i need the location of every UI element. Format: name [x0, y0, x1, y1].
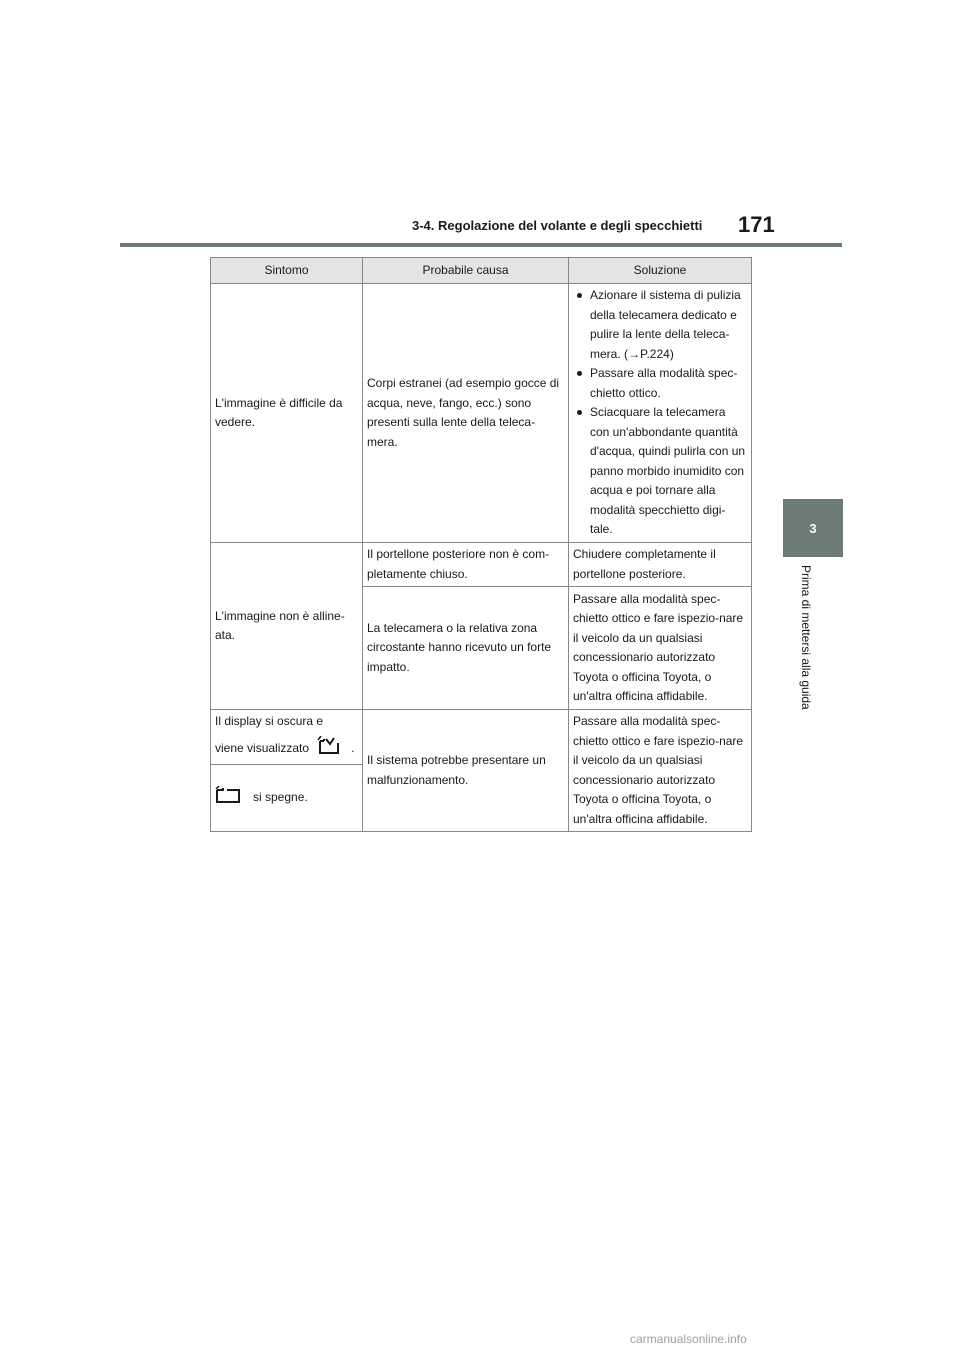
list-item: Sciacquare la telecamera con un'abbondante quantità d'acqua, quindi pulirla con un panno morbido inumidito con acqua e poi tornare alla modalità specchietto digi-tale. [573, 403, 748, 540]
symptom-line: Il display si oscura e [215, 714, 324, 728]
table-row [211, 284, 752, 543]
solution-list [573, 286, 748, 540]
camera-warning-icon [317, 736, 343, 763]
table-header-row [211, 258, 752, 284]
cause-cell: Il portellone posteriore non è com-pletamente chiuso. [363, 543, 569, 587]
watermark: carmanualsonline.info [630, 1332, 747, 1346]
table-row [211, 543, 752, 587]
column-header-symptom: Sintomo [211, 258, 363, 284]
troubleshooting-table [210, 257, 752, 832]
symptom-cell: L'immagine non è alline-ata. [211, 543, 363, 710]
list-item: Azionare il sistema di pulizia della telecamera dedicato e pulire la lente della teleca-mera. (→P.224) [573, 286, 748, 364]
symptom-text: viene visualizzato [215, 741, 310, 755]
cause-cell: Corpi estranei (ad esempio gocce di acqua, neve, fango, ecc.) sono presenti sulla lente della teleca-mera. [363, 284, 569, 543]
chapter-number: 3 [809, 520, 817, 536]
symptom-cell [211, 710, 363, 765]
chapter-title: Prima di mettersi alla guida [799, 565, 813, 710]
solution-cell: Passare alla modalità spec-chietto ottico e fare ispezio-nare il veicolo da un qualsiasi concessionario autorizzato Toyota o officina Toyota, o un'altra officina affidabile. [569, 587, 752, 710]
symptom-line [215, 786, 359, 811]
list-item: Passare alla modalità spec-chietto ottico. [573, 364, 748, 403]
solution-cell: Chiudere completamente il portellone posteriore. [569, 543, 752, 587]
symptom-text: si spegne. [253, 790, 308, 805]
cause-cell: Il sistema potrebbe presentare un malfunzionamento. [363, 710, 569, 832]
solution-cell: Passare alla modalità spec-chietto ottico e fare ispezio-nare il veicolo da un qualsiasi concessionario autorizzato Toyota o officina Toyota, o un'altra officina affidabile. [569, 710, 752, 832]
table-row [211, 710, 752, 765]
header-divider [120, 243, 842, 247]
page-number: 171 [738, 212, 775, 237]
column-header-solution: Soluzione [569, 258, 752, 284]
chapter-tab [783, 499, 843, 557]
column-header-cause: Probabile causa [363, 258, 569, 284]
symptom-punctuation: . [351, 741, 355, 755]
symptom-cell [211, 765, 363, 832]
cause-cell: La telecamera o la relativa zona circostante hanno ricevuto un forte impatto. [363, 587, 569, 710]
solution-cell [569, 284, 752, 543]
symptom-line [215, 736, 359, 763]
symptom-cell: L'immagine è difficile da vedere. [211, 284, 363, 543]
camera-icon [215, 786, 241, 811]
section-title: 3-4. Regolazione del volante e degli specchietti [412, 218, 703, 233]
